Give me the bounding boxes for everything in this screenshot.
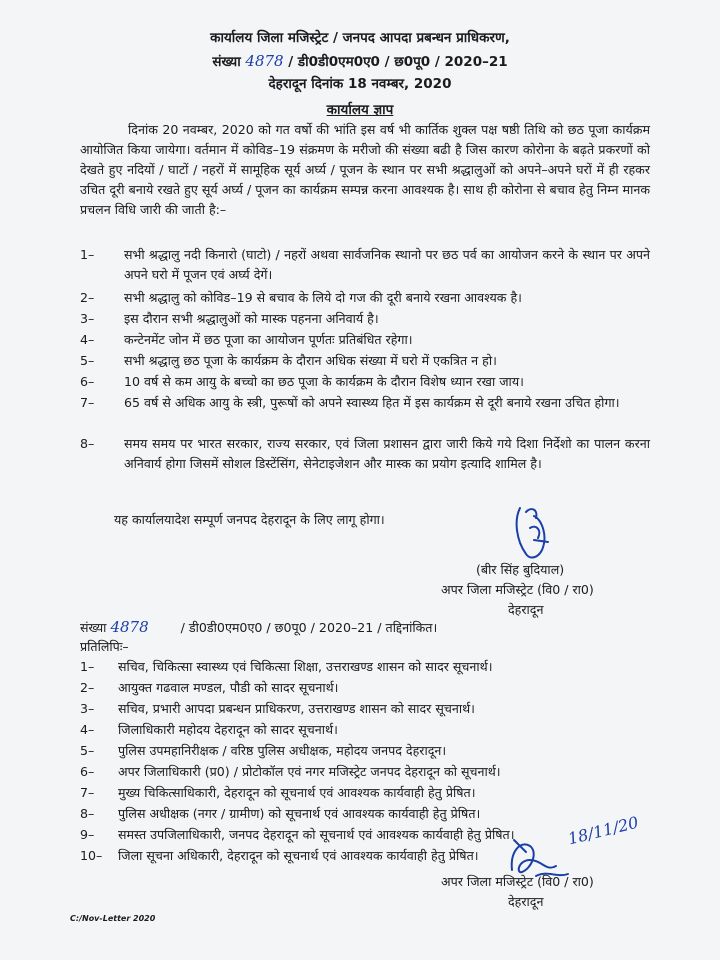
document-page: कार्यालय जिला मजिस्ट्रेट / जनपद आपदा प्रबन्धन प्राधिकरण, संख्या 4878 / डी0डी0एम0ए0 / छ0पू0 / 2020–21 देहरादून दिनांक 18 नवम्बर, 2020 कार्यालय ज्ञाप दिनांक 20 नवम्बर, 2020 को गत वर्षो की भांति इस वर्ष भी कार्तिक शुक्ल पक्ष षष्ठी तिथि को छठ पूजा कार्यक्रम आयोजित किया जायेगा। वर्तमान में कोविड–19 संक्रमण के मरीजो की संख्या बढी है जिस कारण कोरोना के बढ़ते प्रकरणों को देखते हुए नदियों / घाटों / नहरों में सामूहिक सूर्य अर्घ्य / पूजन के स्थान पर सभी श्रद्धालुओं को अपने–अपने घरों में ही रहकर उचित दूरी बनाये रखते हुए सूर्य अर्घ्य / पूजन का कार्यक्रम सम्पन्न करना आवश्यक है। साथ ही कोरोना से बचाव हेतु निम्न मानक प्रचलन विधि जारी की जाती है:– 1– सभी श्रद्धालु नदी किनारो (घाटो) / नहरों अथवा सार्वजनिक स्थानो पर छठ पर्व का आयोजन करने के स्थान पर अपने अपने घरो में पूजन एवं अर्घ्य देगें। 2– सभी श्रद्धालु को कोविड–19 से बचाव के लिये दो गज की दूरी बनाये रखना आवश्यक है। 3– इस दौरान सभी श्रद्धालुओं को मास्क पहनना अनिवार्य है। 4– कन्टेनमेंट जोन में छठ पूजा का आयोजन पूर्णतः प्रतिबंधित रहेगा। 5– सभी श्रद्धालु छठ पूजा के कार्यक्रम के दौरान अधिक संख्या में घरो में एकत्रित न हो। 6– 10 वर्ष से कम आयु के बच्चो का छठ पूजा के कार्यक्रम के दौरान विशेष ध्यान रखा जाय। 7– 65 वर्ष से अधिक आयु के स्त्री, पुरूषों को अपने स्वास्थ्य हित में इस कार्यक्रम से दूरी बनाये रखना उचित होगा। 8– समय समय पर भारत सरकार, राज्य सरकार, एवं जिला प्रशासन द्वारा जारी किये गये दिशा निर्देशो का पालन करना अनिवार्य होगा जिसमें सोशल डिस्टेंसिंग, सेनेटाइजेशन और मास्क का प्रयोग इत्यादि शामिल है। यह कार्यालयादेश सम्पूर्ण जनपद देहरादून के लिए लागू होगा। (बीर सिंह बुदियाल) अपर जिला मजिस्ट्रेट (वि0 / रा0) देहरादून संख्या 4878 / डी0डी0एम0ए0 / छ0पू0 / 2020–21 / तद्दिनांकित। प्रतिलिपिः– 1– सचिव, चिकित्सा स्वास्थ्य एवं चिकित्सा शिक्षा, उत्तराखण्ड शासन को सादर सूचनार्थ। 2– आयुक्त गढवाल मण्डल, पौडी को सादर सूचनार्थ। 3– सचिव, प्रभारी आपदा प्रबन्धन प्राधिकरण, उत्तराखण्ड शासन को सादर सूचनार्थ। 4– जिलाधिकारी महोदय देहरादून को सादर सूचनार्थ। 5– पुलिस उपमहानिरीक्षक / वरिष्ठ पुलिस अधीक्षक, महोदय जनपद देहरादून। 6– अपर जिलाधिकारी (प्र0) / प्रोटोकॉल एवं नगर मजिस्ट्रेट जनपद देहरादून को सूचनार्थ। 7– मुख्य चिकित्साधिकारी, देहरादून को सूचनार्थ एवं आवश्यक कार्यवाही हेतु प्रेषित। 8– पुलिस अधीक्षक (नगर / ग्रामीण) को सूचनार्थ एवं आवश्यक कार्यवाही हेतु प्रेषित। 9– समस्त उपजिलाधिकारी, जनपद देहरादून को सूचनार्थ एवं आवश्यक कार्यवाही हेतु प्रेषित। 10– जिला सूचना अधिकारी, देहरादून को सूचनार्थ एवं आवश्यक कार्यवाही हेतु प्रेषित। 18/11/20 अपर जिला मजिस्ट्रेट (वि0 / रा0) देहरादून C:/Nov-Letter 2020 [0,0,720,960]
signature-scribble [508,500,558,566]
applicability-line: यह कार्यालयादेश सम्पूर्ण जनपद देहरादून के लिए लागू होगा। [114,512,385,527]
copy-sankhya-label: संख्या [80,620,107,635]
memo-title: कार्यालय ज्ञाप [326,102,394,118]
copy-handwritten-number: 4878 [110,618,149,636]
handwritten-date: 18/11/20 [566,812,641,849]
intro-paragraph: दिनांक 20 नवम्बर, 2020 को गत वर्षो की भांति इस वर्ष भी कार्तिक शुक्ल पक्ष षष्ठी तिथि को छठ पूजा कार्यक्रम आयोजित किया जायेगा। वर्तमान में कोविड–19 संक्रमण के मरीजो की संख्या बढी है जिस कारण कोरोना के बढ़ते प्रकरणों को देखते हुए नदियों / घाटों / नहरों में सामूहिक सूर्य अर्घ्य / पूजन के स्थान पर सभी श्रद्धालुओं को अपने–अपने घरों में ही रहकर उचित दूरी बनाये रखते हुए सूर्य अर्घ्य / पूजन का कार्यक्रम सम्पन्न करना आवश्यक है। साथ ही कोरोना से बचाव हेतु निम्न मानक प्रचलन विधि जारी की जाती है:– [80,122,650,217]
copy-signatory-designation: अपर जिला मजिस्ट्रेट (वि0 / रा0) [441,874,594,889]
copy-to-label: प्रतिलिपिः– [80,639,129,654]
handwritten-number: 4878 [245,52,284,70]
signatory-place: देहरादून [508,602,544,617]
signatory-designation: अपर जिला मजिस्ट्रेट (वि0 / रा0) [441,582,594,597]
copy-signatory-place: देहरादून [508,894,544,909]
signatory-name: (बीर सिंह बुदियाल) [476,562,565,577]
file-path-footer: C:/Nov-Letter 2020 [70,914,156,923]
place-date: देहरादून दिनांक 18 नवम्बर, 2020 [268,76,452,92]
copy-reference-code: / डी0डी0एम0ए0 / छ0पू0 / 2020–21 / तद्दिनांकित। [180,620,438,635]
sankhya-label: संख्या [212,54,241,70]
reference-number-line [0,52,720,70]
reference-code: / डी0डी0एम0ए0 / छ0पू0 / 2020–21 [288,54,508,70]
copy-reference-line [80,617,660,638]
office-header: कार्यालय जिला मजिस्ट्रेट / जनपद आपदा प्रबन्धन प्राधिकरण, [210,30,510,46]
